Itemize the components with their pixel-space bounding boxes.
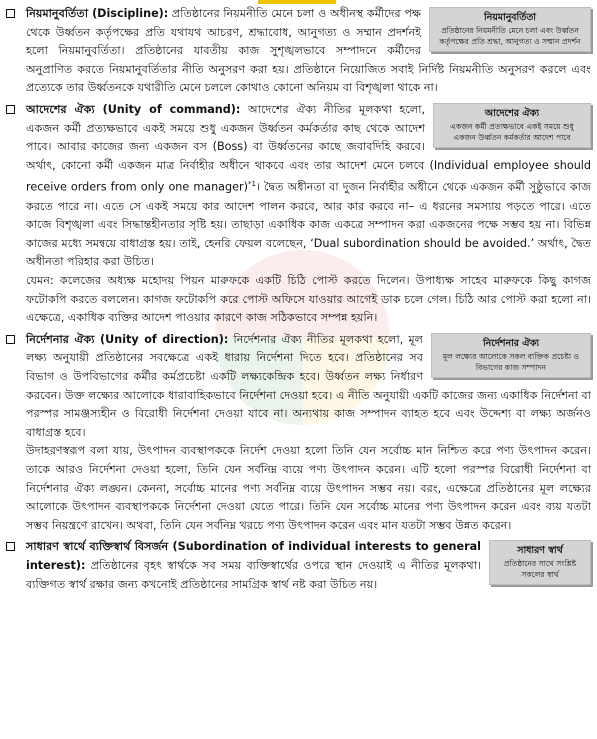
- side-note-box: [431, 333, 591, 378]
- section-unity-of-direction: [6, 331, 591, 536]
- section-heading: নির্দেশনার ঐক্য (Unity of direction):: [26, 332, 229, 346]
- checkbox-bullet-icon: [6, 9, 15, 18]
- section-text: নির্দেশনার ঐক্য নীতির মূলকথা হলো, মূল লক্ষ্য অনুযায়ী প্রতিষ্ঠানের সবক্ষেত্রে একই ধারায় নির্দেশনা দিতে হবে। প্রতিষ্ঠানের সব বিভাগ ও উপবিভাগের কর্মীর কর্মপ্রচেষ্টা একটি লক্ষ্যকেন্দ্রিক হবে। উর্ধ্বতন লক্ষ্য নির্ধারণ করবেন। উক্ত লক্ষ্যের আলোকে ধারাবাহিকভাবে নির্দেশনা দেওয়া হবে। এ নীতি অনুযায়ী একটি কাজের জন্য একাধিক নির্দেশনা বা পরস্পর সামঞ্জস্যহীন ও বিরোধী নির্দেশনা দেওয়া যাবে না। অন্যথায় কাজ সম্পাদন ব্যাহত হবে এবং উদ্দেশ্য বা লক্ষ্য অর্জনও বাধাগ্রস্ত হবে।: [26, 332, 591, 439]
- section-text-continued: । দ্বৈত অধীনতা বা দুজন নির্বাহীর অধীনে থেকে একজন কর্মী সুষ্ঠুভাবে কাজ করতে পারে না। এতে সে একই সময়ে কার আদেশ পালন করবে, আর কার করবে না– এ ধরনের সমস্যায় পড়তে পারে। এতে কাজে বিশৃঙ্খলা এবং সিদ্ধান্তহীনতার সৃষ্টি হয়। তাছাড়া একাধিক কাজ একত্রে সম্পাদন করা একজনের পক্ষে সম্ভব হয় না। বিভিন্ন কাজের মধ্যে সমন্বয়ে বাধাগ্রস্ত হয়। তাই, হেনরি ফেয়ল বলেছেন, ‘Dual subordination should be avoided.’ অর্থাৎ, দ্বৈত অধীনতা পরিহার করা উচিত।: [26, 181, 591, 269]
- section-body: [26, 538, 591, 594]
- checkbox-bullet-icon: [6, 335, 15, 344]
- section-text: প্রতিষ্ঠানের বৃহৎ স্বার্থকে সব সময় ব্যক্তিস্বার্থের ওপরে স্থান দেওয়াই এ নীতির মূলকথা। ব্যক্তিগত স্বার্থ রক্ষার জন্য কখনোই প্রতিষ্ঠানের সামগ্রিক স্বার্থ নষ্ট করা উচিত নয়।: [26, 558, 481, 591]
- side-note-text: প্রতিষ্ঠানের সাথে সংশ্লিষ্ট সকলের স্বার্থ: [503, 559, 577, 580]
- side-note-text: একজন কর্মী প্রত্যক্ষভাবে একই সময়ে শুধু একজন উর্ধ্বতন কর্মকর্তার আদেশ পাবে: [450, 121, 574, 142]
- side-note-title: সাধারণ স্বার্থ: [517, 545, 563, 557]
- section-subordination-of-interests: [6, 538, 591, 594]
- top-color-mark: [258, 0, 336, 4]
- section-heading: আদেশের ঐক্য (Unity of command):: [26, 102, 241, 116]
- section-body: [26, 101, 591, 328]
- section-discipline: [6, 5, 591, 98]
- side-note-title: নির্দেশনার ঐক্য: [482, 337, 540, 349]
- section-body: [26, 331, 591, 536]
- section-heading: নিয়মানুবর্তিতা (Discipline):: [26, 7, 169, 20]
- section-text: প্রতিষ্ঠানের নিয়মনীতি মেনে চলা ও অধীনস্থ কর্মীদের পক্ষ থেকে উর্ধ্বতন কর্তৃপক্ষের প্রতি যথাযথ আচরণ, শ্রদ্ধাবোধ, আনুগত্য ও সম্মান প্রদর্শনই হলো নিয়মানুবর্তিতা। প্রতিষ্ঠানের যাবতীয় কাজ সুশৃঙ্খলভাবে সম্পাদনে কর্মীদের অনুপ্রাণিত করতে নিয়মানুবর্তিতার নীতি অনুসরণ করা হয়। প্রতিষ্ঠানে নিয়োজিত সবাই নির্দিষ্ট নিয়মনীতি অনুসরণ করলে এবং প্রত্যেকে তার উর্ধ্বতনকে যথারীতি মেনে চললে কোথাও কোনো অনিয়ম বা বিশৃঙ্খলা থাকে না।: [26, 7, 591, 95]
- example-paragraph: যেমন: কলেজের অধ্যক্ষ মহোদয় পিয়ন মারুফকে একটি চিঠি পোস্ট করতে দিলেন। উপাধ্যক্ষ সাহেব মারুফকে কিছু কাগজ ফটোকপি করতে বললেন। কাগজ ফটোকপি করে পোস্ট অফিসে যাওয়ার আগেই ডাক চলে গেল। চিঠি আর পোস্ট করা হলো না। এক্ষেত্রে, একাধিক ব্যক্তির আদেশ পাওয়ার কারণে কাজ সঠিকভাবে সম্পন্ন হয়নি।: [26, 274, 591, 325]
- section-heading: সাধারণ স্বার্থে ব্যক্তিস্বার্থ বিসর্জন (Subordination of individual interests to general interest):: [26, 540, 481, 572]
- section-unity-of-command: [6, 101, 591, 328]
- checkbox-bullet-icon: [6, 542, 15, 551]
- side-note-text: মূল লক্ষ্যের আলোকে সকল ব্যক্তিক প্রচেষ্টা ও বিভাগের কাজ সম্পাদন: [442, 351, 580, 372]
- example-paragraph: উদাহরণস্বরূপ বলা যায়, উৎপাদন ব্যবস্থাপককে নির্দেশ দেওয়া হলো তিনি যেন সর্বোচ্চ মান নিশ্চিত করে পণ্য উৎপাদন করেন। তাকে আরও নির্দেশনা দেওয়া হলো, তিনি যেন সর্বনিম্ন ব্যয়ে পণ্য উৎপাদন করেন। এটি হলো পরস্পর বিরোধী নির্দেশনা বা নির্দেশনার ঐক্য লঙ্ঘন। কেননা, সর্বোচ্চ মানের পণ্য সর্বনিম্ন ব্যয়ে উৎপাদন সম্ভব নয়। বরং, এক্ষেত্রে প্রতিষ্ঠানের মূল লক্ষ্যের আলোকে উৎপাদন ব্যবস্থাপককে নির্দেশনা দেওয়া যেতে পারে। তিনি যেন সর্বোচ্চ মানের পণ্য উৎপাদন করেন এবং ব্যয় যতটা সম্ভব নিয়ন্ত্রণে রাখেন। অথবা, তিনি যেন সর্বনিম্ন খরচে পণ্য উৎপাদন করেন এবং মান যতটা সম্ভব উন্নত করেন।: [26, 444, 591, 532]
- footnote-marker: *1: [247, 180, 256, 189]
- document-page: [6, 5, 591, 597]
- side-note-title: আদেশের ঐক্য: [484, 107, 540, 119]
- section-body: [26, 5, 591, 98]
- side-note-box: [433, 103, 591, 148]
- side-note-box: [489, 540, 591, 585]
- side-note-text: প্রতিষ্ঠানের নিয়মনীতি মেনে চলা এবং উর্ধ্বতন কর্তৃপক্ষের প্রতি শ্রদ্ধা, আনুগত্য ও সম্মান প্রদর্শন: [439, 26, 581, 46]
- checkbox-bullet-icon: [6, 105, 15, 114]
- side-note-box: [429, 7, 591, 52]
- section-text: আদেশের ঐক্য নীতির মূলকথা হলো, একজন কর্মী প্রত্যক্ষভাবে একই সময়ে শুধু একজন উর্ধ্বতন কর্মকর্তার কাছ থেকে আদেশ পাবে। আবার কাজের জন্য একজন বস (Boss) বা উর্ধ্বতনের কাছে জবাবদিহি করবে। অর্থাৎ, কোনো কর্মী একজন মাত্র নির্বাহীর অধীনে থাকবে এবং তার আদেশ মেনে চলবে (Individual employee should receive orders from only one manager): [26, 102, 591, 195]
- side-note-title: নিয়মানুবর্তিতা: [483, 12, 536, 23]
